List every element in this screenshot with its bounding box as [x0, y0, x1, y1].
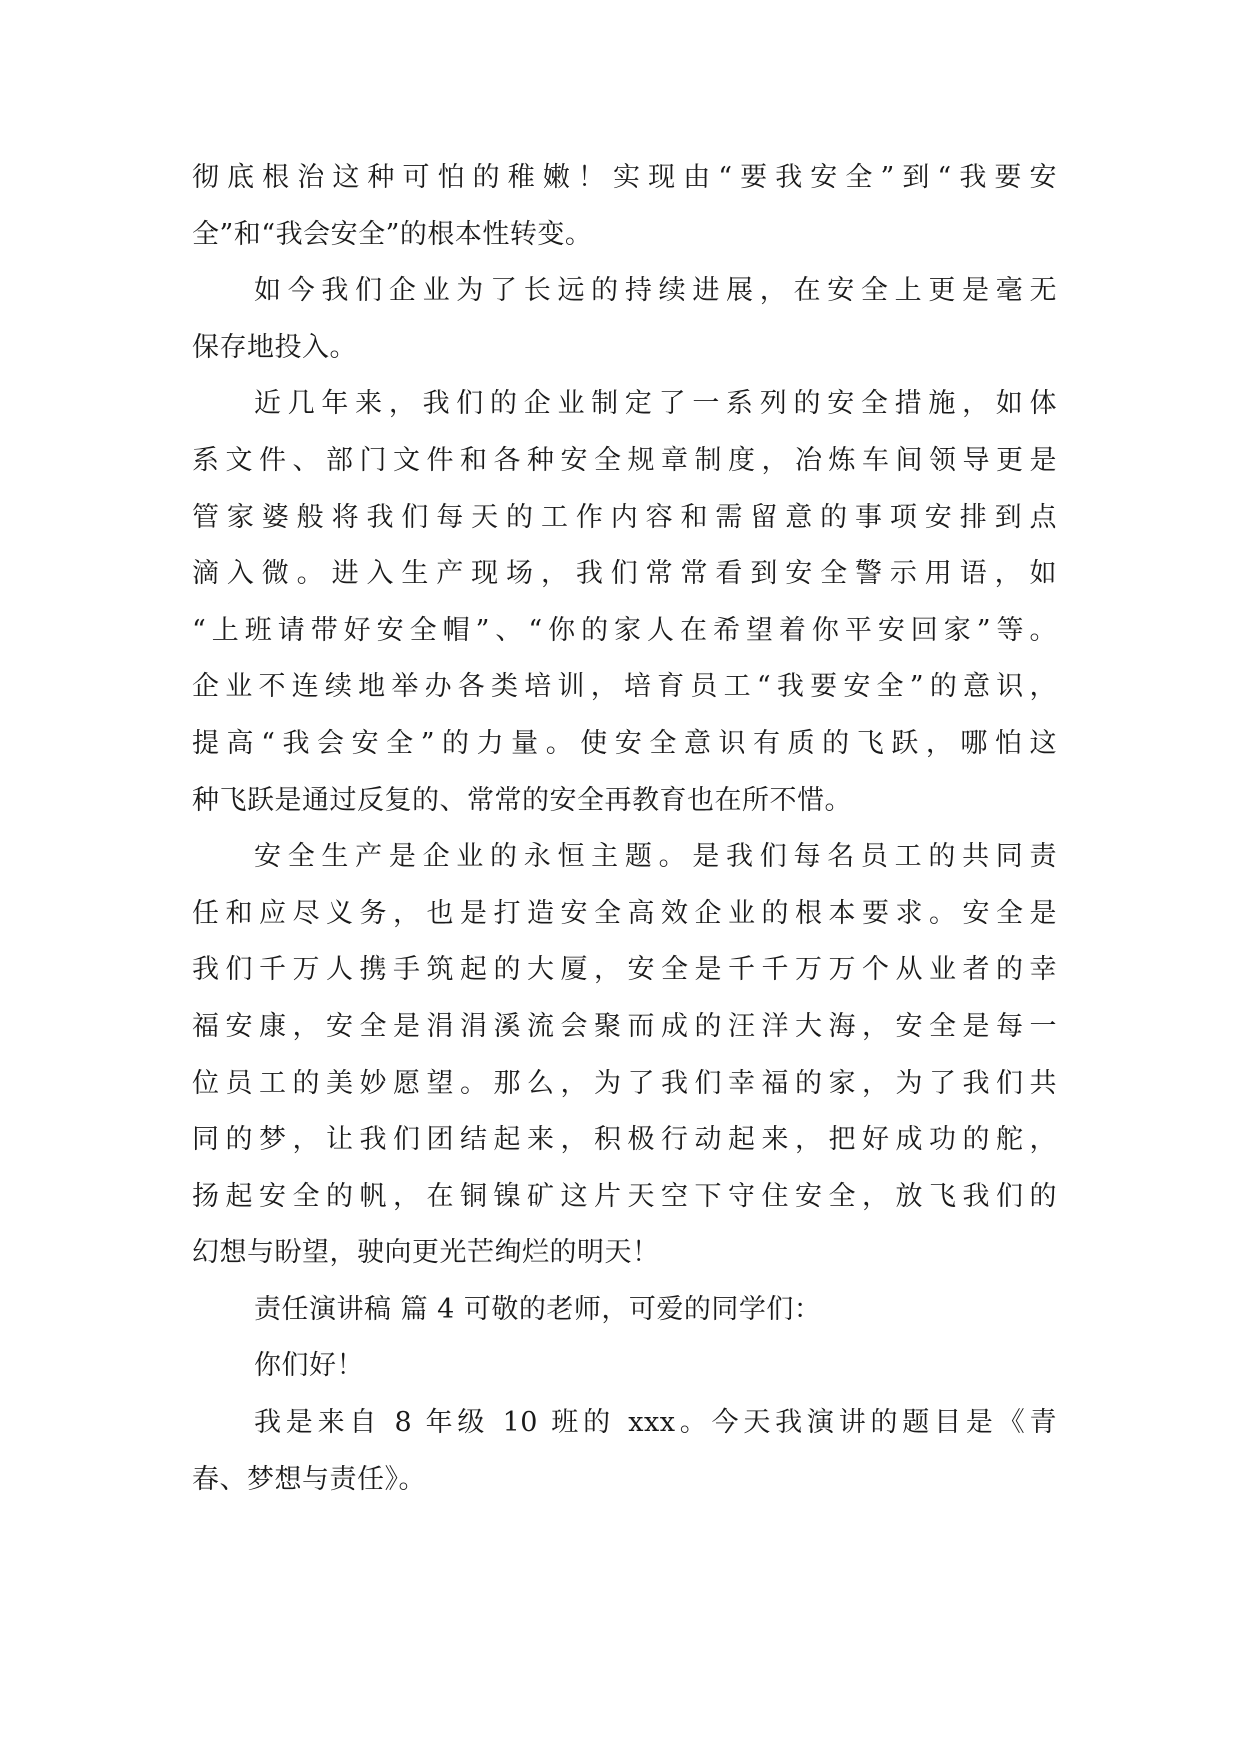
text-line: 管家婆般将我们每天的工作内容和需留意的事项安排到点: [192, 501, 1057, 533]
text-line: 你们好！: [254, 1350, 364, 1382]
text-line: 位员工的美妙愿望。那么，为了我们幸福的家，为了我们共: [192, 1067, 1057, 1099]
document-body: [192, 150, 1057, 1508]
text-line: 安全生产是企业的永恒主题。是我们每名员工的共同责: [254, 841, 1057, 873]
text-line: 我是来自 8 年级 10 班的 xxx。今天我演讲的题目是《青: [254, 1407, 1057, 1439]
text-line: 如今我们企业为了长远的持续进展，在安全上更是毫无: [254, 275, 1057, 307]
text-line: 幻想与盼望，驶向更光芒绚烂的明天！: [192, 1237, 660, 1269]
text-line: 全”和“我会安全”的根本性转变。: [192, 218, 593, 250]
text-line: 企业不连续地举办各类培训，培育员工“我要安全”的意识，: [192, 671, 1057, 703]
text-line: 同的梦，让我们团结起来，积极行动起来，把好成功的舵，: [192, 1124, 1057, 1156]
text-line: 系文件、部门文件和各种安全规章制度，冶炼车间领导更是: [192, 444, 1057, 476]
text-line: “上班请带好安全帽”、“你的家人在希望着你平安回家”等。: [192, 614, 1057, 646]
text-line: 彻底根治这种可怕的稚嫩！实现由“要我安全”到“我要安: [192, 162, 1057, 193]
text-line: 近几年来，我们的企业制定了一系列的安全措施，如体: [254, 388, 1057, 420]
text-line: 提高“我会安全”的力量。使安全意识有质的飞跃，哪怕这: [192, 727, 1057, 759]
text-line: 扬起安全的帆，在铜镍矿这片天空下守住安全，放飞我们的: [192, 1180, 1057, 1212]
text-line: 保存地投入。: [192, 331, 357, 363]
text-line: 种飞跃是通过反复的、常常的安全再教育也在所不惜。: [192, 784, 852, 816]
text-line: 我们千万人携手筑起的大厦，安全是千千万万个从业者的幸: [192, 954, 1057, 986]
text-line: 春、梦想与责任》。: [192, 1463, 426, 1495]
text-line: 滴入微。进入生产现场，我们常常看到安全警示用语，如: [192, 558, 1057, 590]
text-line: 任和应尽义务，也是打造安全高效企业的根本要求。安全是: [192, 897, 1057, 929]
text-line: 责任演讲稿 篇 4 可敬的老师，可爱的同学们：: [254, 1293, 822, 1325]
text-line: 福安康，安全是涓涓溪流会聚而成的汪洋大海，安全是每一: [192, 1010, 1057, 1042]
